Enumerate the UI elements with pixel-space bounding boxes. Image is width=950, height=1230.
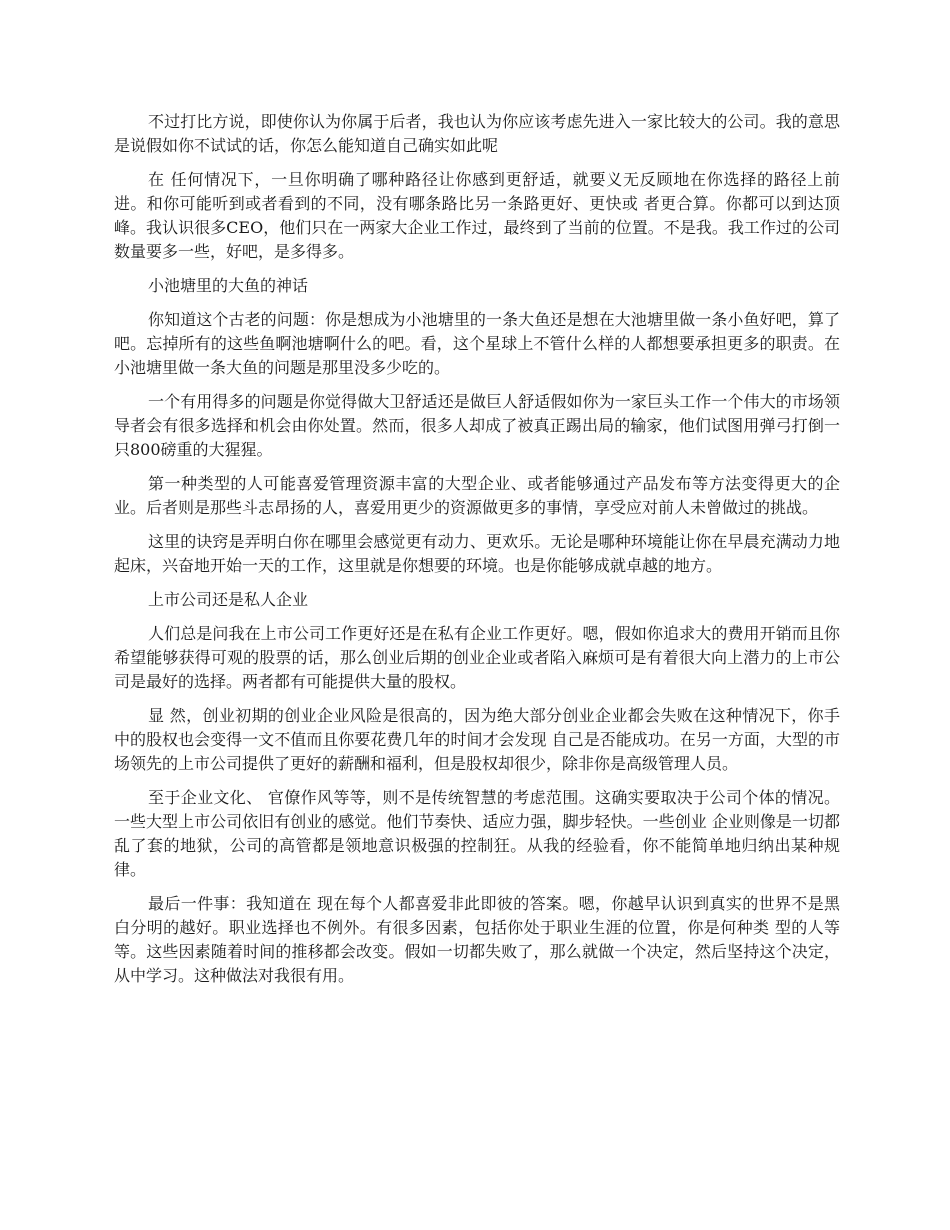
paragraph-2: 在 任何情况下，一旦你明确了哪种路径让你感到更舒适，就要义无反顾地在你选择的路径上前进。和你可能听到或者看到的不同，没有哪条路比另一条路更好、更快或 者更合算。你都可以到达顶峰。我认识很多CEO，他们只在一两家大企业工作过，最终到了当前的位置。不是我。我工作过的公司数量要多一些，好吧，是多得多。	[114, 170, 840, 261]
paragraph-3: 你知道这个古老的问题：你是想成为小池塘里的一条大鱼还是想在大池塘里做一条小鱼好吧，算了吧。忘掉所有的这些鱼啊池塘啊什么的吧。看，这个星球上不管什么样的人都想要承担更多的职责。在小池塘里做一条大鱼的问题是那里没多少吃的。	[114, 310, 840, 377]
paragraph-7: 人们总是问我在上市公司工作更好还是在私有企业工作更好。嗯，假如你追求大的费用开销而且你希望能够获得可观的股票的话，那么创业后期的创业企业或者陷入麻烦可是有着很大向上潜力的上市公司是最好的选择。两者都有可能提供大量的股权。	[114, 624, 840, 691]
paragraph-9: 至于企业文化、 官僚作风等等，则不是传统智慧的考虑范围。这确实要取决于公司个体的情况。一些大型上市公司依旧有创业的感觉。他们节奏快、适应力强，脚步轻快。一些创业 企业则像是一切都乱了套的地狱，公司的高管都是领地意识极强的控制狂。从我的经验看，你不能简单地归纳出某种规律。	[114, 788, 840, 879]
section-heading-big-fish: 小池塘里的大鱼的神话	[148, 276, 309, 295]
document-page	[114, 110, 840, 998]
paragraph-8: 显 然，创业初期的创业企业风险是很高的，因为绝大部分创业企业都会失败在这种情况下，你手中的股权也会变得一文不值而且你要花费几年的时间才会发现 自己是否能成功。在另一方面，大型的市场领先的上市公司提供了更好的薪酬和福利，但是股权却很少，除非你是高级管理人员。	[114, 706, 840, 773]
paragraph-10: 最后一件事：我知道在 现在每个人都喜爱非此即彼的答案。嗯，你越早认识到真实的世界不是黑白分明的越好。职业选择也不例外。有很多因素，包括你处于职业生涯的位置，你是何种类 型的人等等。这些因素随着时间的推移都会改变。假如一切都失败了，那么就做一个决定，然后坚持这个决定，从中学习。这种做法对我很有用。	[114, 894, 840, 985]
paragraph-4: 一个有用得多的问题是你觉得做大卫舒适还是做巨人舒适假如你为一家巨头工作一个伟大的市场领导者会有很多选择和机会由你处置。然而，很多人却成了被真正踢出局的输家，他们试图用弹弓打倒一只800磅重的大猩猩。	[114, 392, 840, 459]
paragraph-6: 这里的诀窍是弄明白你在哪里会感觉更有动力、更欢乐。无论是哪种环境能让你在早晨充满动力地起床，兴奋地开始一天的工作，这里就是你想要的环境。也是你能够成就卓越的地方。	[114, 532, 840, 575]
paragraph-5: 第一种类型的人可能喜爱管理资源丰富的大型企业、或者能够通过产品发布等方法变得更大的企业。后者则是那些斗志昂扬的人，喜爱用更少的资源做更多的事情，享受应对前人未曾做过的挑战。	[114, 474, 840, 517]
paragraph-1: 不过打比方说，即使你认为你属于后者，我也认为你应该考虑先进入一家比较大的公司。我的意思是说假如你不试试的话，你怎么能知道自己确实如此呢	[114, 112, 840, 155]
section-heading-public-private: 上市公司还是私人企业	[148, 590, 309, 609]
